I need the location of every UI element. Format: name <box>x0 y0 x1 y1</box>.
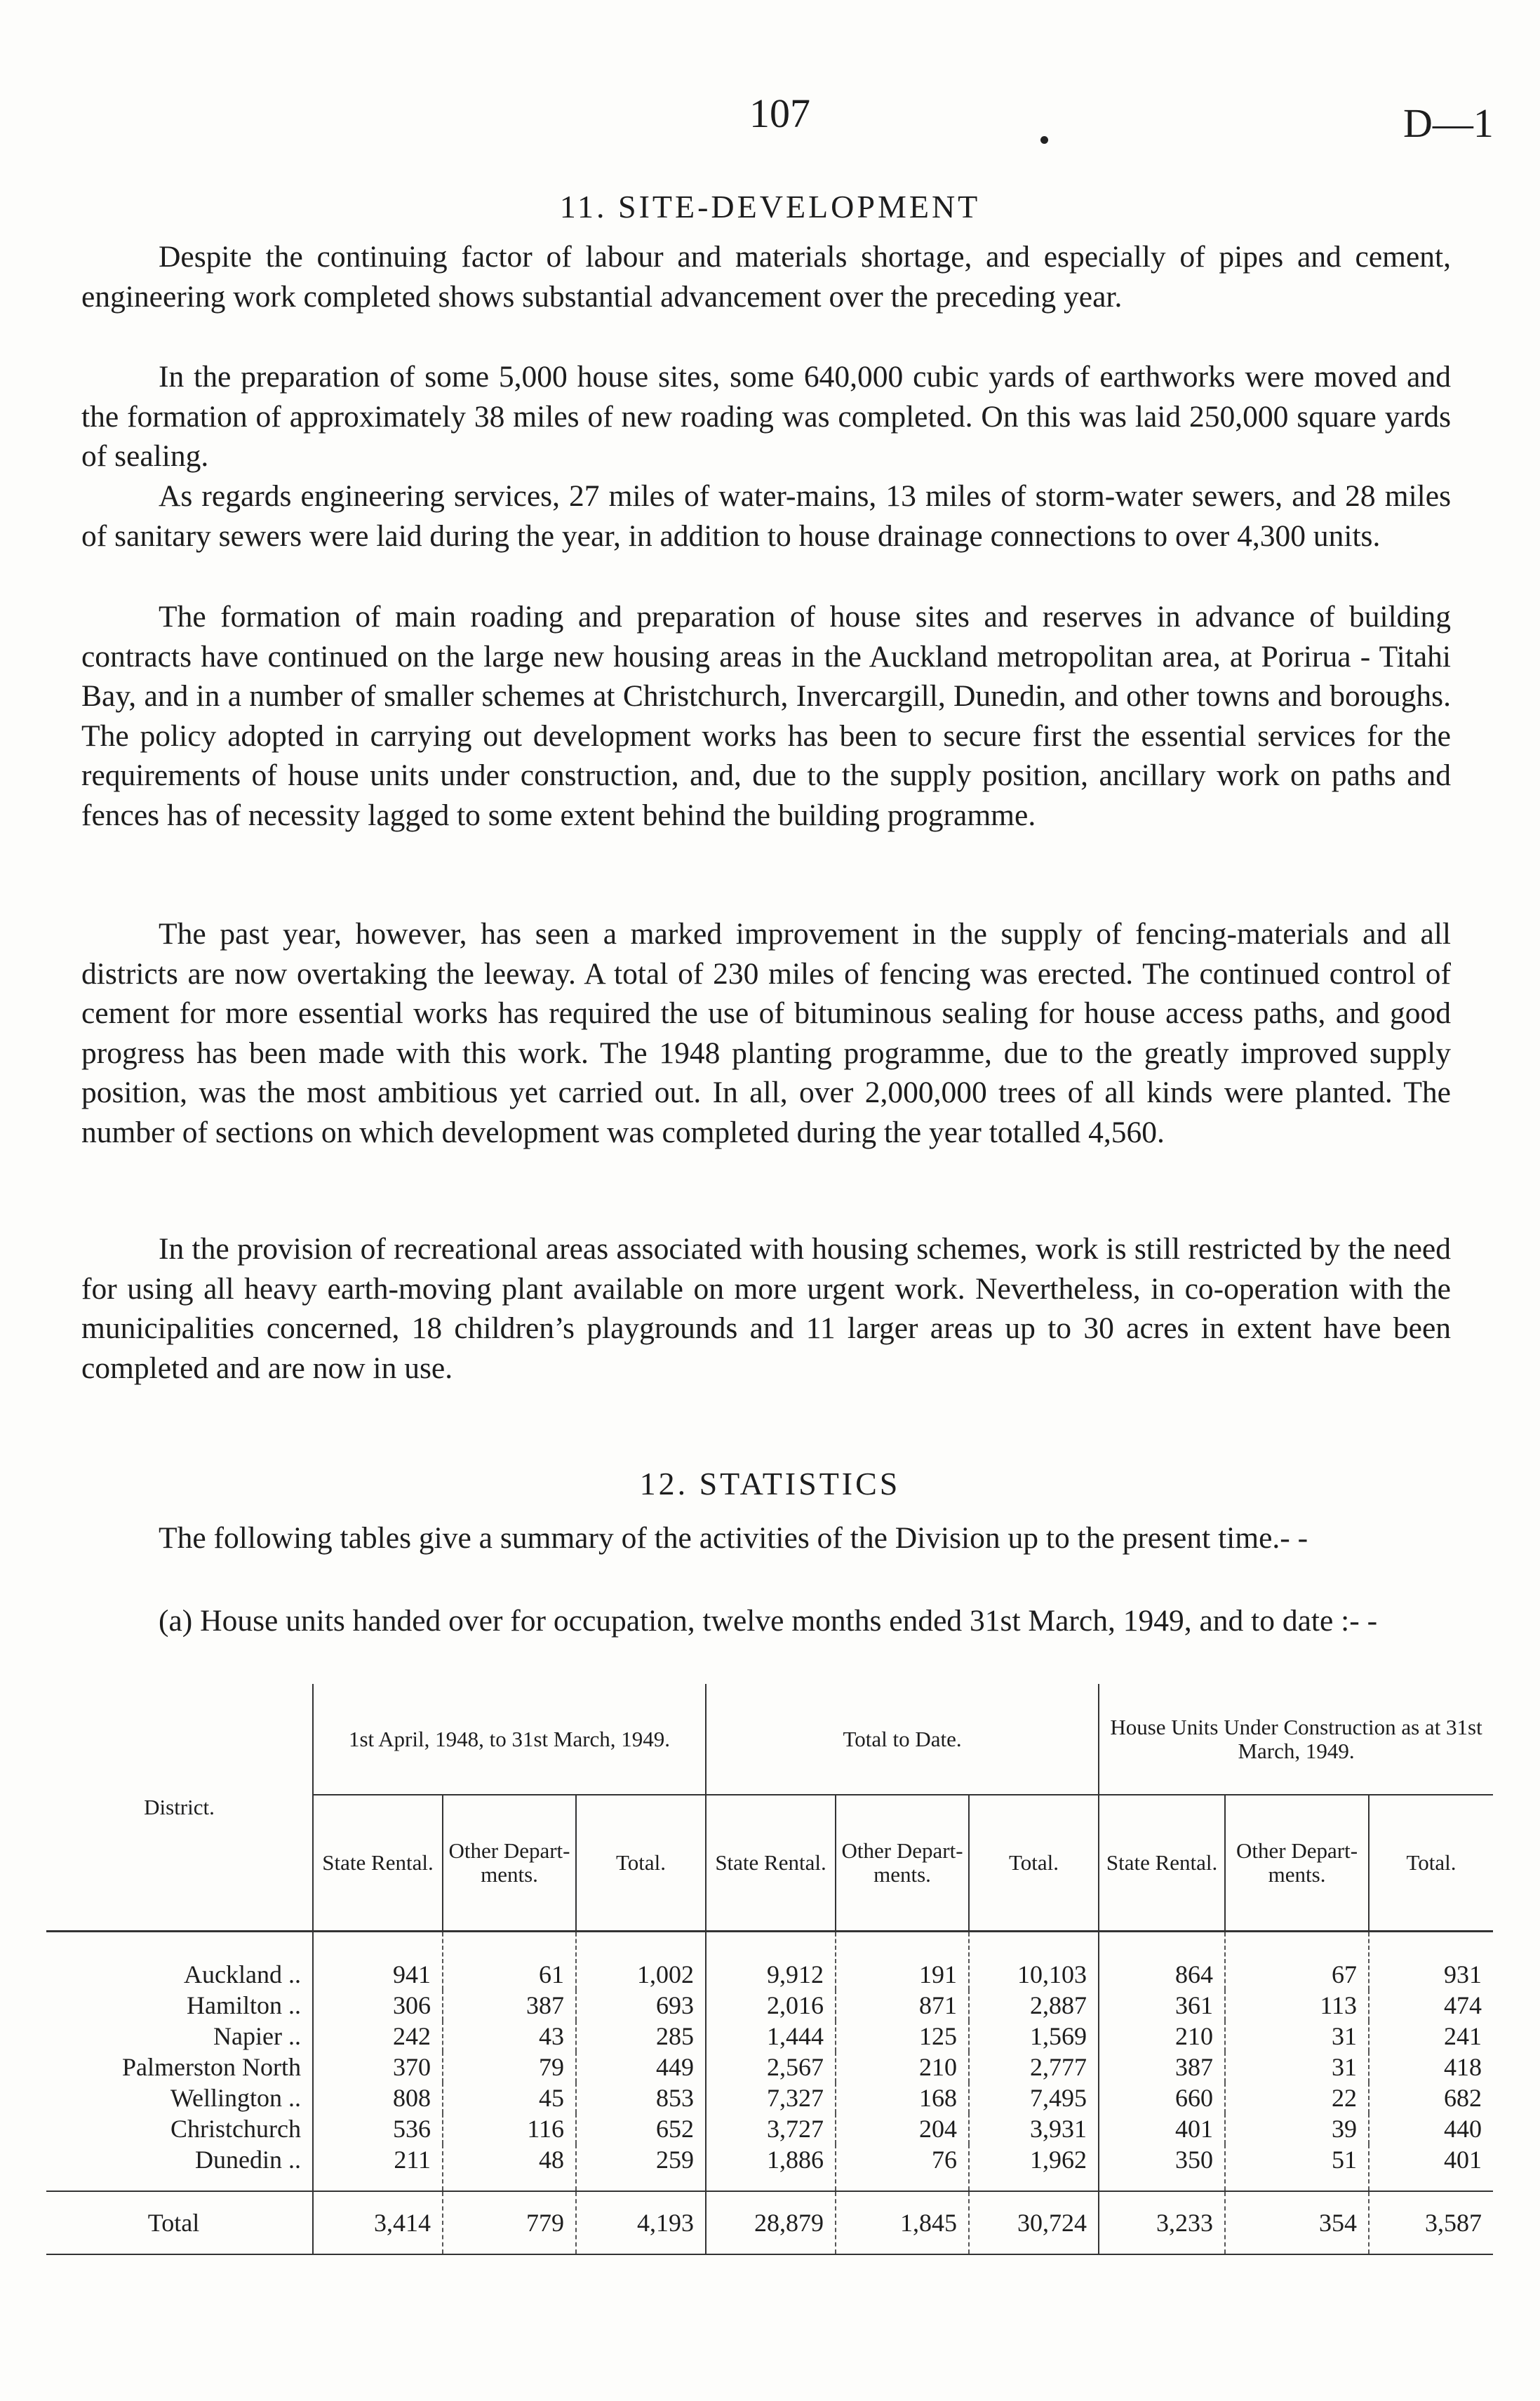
table-cell: 48 <box>443 2144 576 2191</box>
district-name: Auckland .. <box>184 1960 301 1988</box>
district-header: District. <box>46 1684 313 1932</box>
table-cell: 31 <box>1225 2021 1369 2052</box>
table-row <box>46 2021 1493 2052</box>
table-cell: 864 <box>1099 1932 1225 1991</box>
table-cell: 43 <box>443 2021 576 2052</box>
table-cell: 242 <box>313 2021 443 2052</box>
table-cell: 387 <box>1099 2052 1225 2082</box>
table-cell: 350 <box>1099 2144 1225 2191</box>
table-cell: 211 <box>313 2144 443 2191</box>
table-cell: 191 <box>836 1932 969 1991</box>
table-cell: 61 <box>443 1932 576 1991</box>
table-cell: 1,962 <box>969 2144 1099 2191</box>
column-header-other-departments: Other Depart-ments. <box>1225 1795 1369 1932</box>
table-row <box>46 1932 1493 1991</box>
table-cell: 3,233 <box>1099 2191 1225 2254</box>
district-name: Hamilton .. <box>187 1991 301 2019</box>
table-cell: 871 <box>836 1990 969 2021</box>
table-cell: 660 <box>1099 2082 1225 2113</box>
table-cell: 931 <box>1369 1932 1493 1991</box>
table-cell: 241 <box>1369 2021 1493 2052</box>
table-cell: 3,931 <box>969 2113 1099 2144</box>
table-cell: 31 <box>1225 2052 1369 2082</box>
table-cell: 168 <box>836 2082 969 2113</box>
table-cell: 1,444 <box>706 2021 836 2052</box>
column-header-other-departments: Other Depart-ments. <box>443 1795 576 1932</box>
column-header-total: Total. <box>969 1795 1099 1932</box>
group-header-total-to-date: Total to Date. <box>706 1684 1099 1795</box>
table-cell: 306 <box>313 1990 443 2021</box>
table-cell: 853 <box>576 2082 706 2113</box>
paragraph: The past year, however, has seen a marked improvement in the supply of fencing-materials and all districts are now overtaking the leeway. A total of 230 miles of fencing was erected. The continued control of cement for more essential works has required the use of bituminous sealing for house access paths, and good progress has been made with this work. The 1948 planting programme, due to the greatly improved supply position, was the most ambitious yet carried out. In all, over 2,000,000 trees of all kinds were planted. The number of sections on which development was completed during the year totalled 4,560. <box>81 917 1451 1149</box>
table-cell: 2,016 <box>706 1990 836 2021</box>
table-cell: 51 <box>1225 2144 1369 2191</box>
table-cell: 3,727 <box>706 2113 836 2144</box>
table-caption: (a) House units handed over for occupation, twelve months ended 31st March, 1949, and to date :- - <box>159 1604 1378 1638</box>
table-cell: 536 <box>313 2113 443 2144</box>
page-number: 107 <box>749 91 810 136</box>
table-cell: 3,587 <box>1369 2191 1493 2254</box>
column-header-state-rental: State Rental. <box>706 1795 836 1932</box>
table-row <box>46 2082 1493 2113</box>
table-cell: 682 <box>1369 2082 1493 2113</box>
table-cell: 7,327 <box>706 2082 836 2113</box>
table-cell: 125 <box>836 2021 969 2052</box>
district-name: Dunedin .. <box>195 2146 301 2174</box>
total-row <box>46 2191 1493 2254</box>
paragraph: As regards engineering services, 27 miles of water-mains, 13 miles of storm-water sewers, and 28 miles of sanitary sewers were laid during the year, in addition to house drainage connections to over 4,300 units. <box>81 479 1451 553</box>
table-cell: 354 <box>1225 2191 1369 2254</box>
section-heading-statistics: 12. STATISTICS <box>639 1466 901 1502</box>
paragraph: In the provision of recreational areas associated with housing schemes, work is still restricted by the need for using all heavy earth-moving plant available on more urgent work. Nevertheless, in co-operation with the municipalities concerned, 18 children’s playgrounds and 11 larger areas up to 30 acres in extent have been completed and are now in use. <box>81 1232 1451 1385</box>
table-cell: 2,777 <box>969 2052 1099 2082</box>
table-cell: 361 <box>1099 1990 1225 2021</box>
table-cell: 418 <box>1369 2052 1493 2082</box>
paragraph: Despite the continuing factor of labour and materials shortage, and especially of pipes and cement, engineering work completed shows substantial advancement over the preceding year. <box>81 240 1451 314</box>
table-cell: 79 <box>443 2052 576 2082</box>
table-cell: 779 <box>443 2191 576 2254</box>
table-cell: 67 <box>1225 1932 1369 1991</box>
table-cell: 22 <box>1225 2082 1369 2113</box>
table-cell: 7,495 <box>969 2082 1099 2113</box>
table-cell: 259 <box>576 2144 706 2191</box>
table-cell: 30,724 <box>969 2191 1099 2254</box>
table-cell: 370 <box>313 2052 443 2082</box>
table-cell: 693 <box>576 1990 706 2021</box>
table-cell: 10,103 <box>969 1932 1099 1991</box>
table-cell: 440 <box>1369 2113 1493 2144</box>
table-cell: 116 <box>443 2113 576 2144</box>
table-cell: 1,845 <box>836 2191 969 2254</box>
paragraph: In the preparation of some 5,000 house sites, some 640,000 cubic yards of earthworks were moved and the formation of approximately 38 miles of new roading was completed. On this was laid 250,000 square yards of sealing. <box>81 360 1451 473</box>
table-cell: 285 <box>576 2021 706 2052</box>
table-cell: 76 <box>836 2144 969 2191</box>
table-cell: 45 <box>443 2082 576 2113</box>
table-row <box>46 2144 1493 2191</box>
group-header-period: 1st April, 1948, to 31st March, 1949. <box>313 1684 706 1795</box>
table-cell: 39 <box>1225 2113 1369 2144</box>
district-name: Wellington .. <box>170 2084 301 2112</box>
column-header-other-departments: Other Depart-ments. <box>836 1795 969 1932</box>
table-row <box>46 2113 1493 2144</box>
table-cell: 1,569 <box>969 2021 1099 2052</box>
table-cell: 2,887 <box>969 1990 1099 2021</box>
table-cell: 449 <box>576 2052 706 2082</box>
district-name: Christchurch <box>170 2115 301 2143</box>
table-cell: 210 <box>836 2052 969 2082</box>
table-cell: 1,002 <box>576 1932 706 1991</box>
table-cell: 401 <box>1099 2113 1225 2144</box>
total-label: Total <box>147 2209 200 2237</box>
ink-dot <box>1040 136 1048 144</box>
table-cell: 210 <box>1099 2021 1225 2052</box>
group-header-under-construction: House Units Under Construction as at 31st March, 1949. <box>1099 1684 1493 1795</box>
table-cell: 9,912 <box>706 1932 836 1991</box>
table-cell: 941 <box>313 1932 443 1991</box>
table-cell: 204 <box>836 2113 969 2144</box>
table-cell: 28,879 <box>706 2191 836 2254</box>
section-heading-site-development: 11. SITE-DEVELOPMENT <box>559 189 981 225</box>
table-cell: 4,193 <box>576 2191 706 2254</box>
paragraph: The formation of main roading and preparation of house sites and reserves in advance of building contracts have continued on the large new housing areas in the Auckland metropolitan area, at Porirua - Titahi Bay, and in a number of smaller schemes at Christchurch, Invercargill, Dunedin, and other towns and boroughs. The policy adopted in carrying out development works has been to secure first the essential services for the requirements of house units under construction, and, due to the supply position, ancillary work on paths and fences has of necessity lagged to some extent behind the building programme. <box>81 600 1451 832</box>
table-cell: 401 <box>1369 2144 1493 2191</box>
column-header-total: Total. <box>576 1795 706 1932</box>
house-units-table <box>46 1684 1493 2255</box>
statistics-intro: The following tables give a summary of the activities of the Division up to the present time.- - <box>159 1521 1308 1555</box>
table-cell: 474 <box>1369 1990 1493 2021</box>
column-header-state-rental: State Rental. <box>1099 1795 1225 1932</box>
document-reference: D—1 <box>1403 100 1494 146</box>
table-cell: 1,886 <box>706 2144 836 2191</box>
table-cell: 2,567 <box>706 2052 836 2082</box>
table-row <box>46 2052 1493 2082</box>
column-header-total: Total. <box>1369 1795 1493 1932</box>
table-cell: 808 <box>313 2082 443 2113</box>
district-name: Napier .. <box>213 2022 301 2050</box>
table-row <box>46 1990 1493 2021</box>
district-name: Palmerston North <box>122 2053 301 2081</box>
table-cell: 3,414 <box>313 2191 443 2254</box>
table-cell: 652 <box>576 2113 706 2144</box>
column-header-state-rental: State Rental. <box>313 1795 443 1932</box>
table-cell: 387 <box>443 1990 576 2021</box>
table-cell: 113 <box>1225 1990 1369 2021</box>
